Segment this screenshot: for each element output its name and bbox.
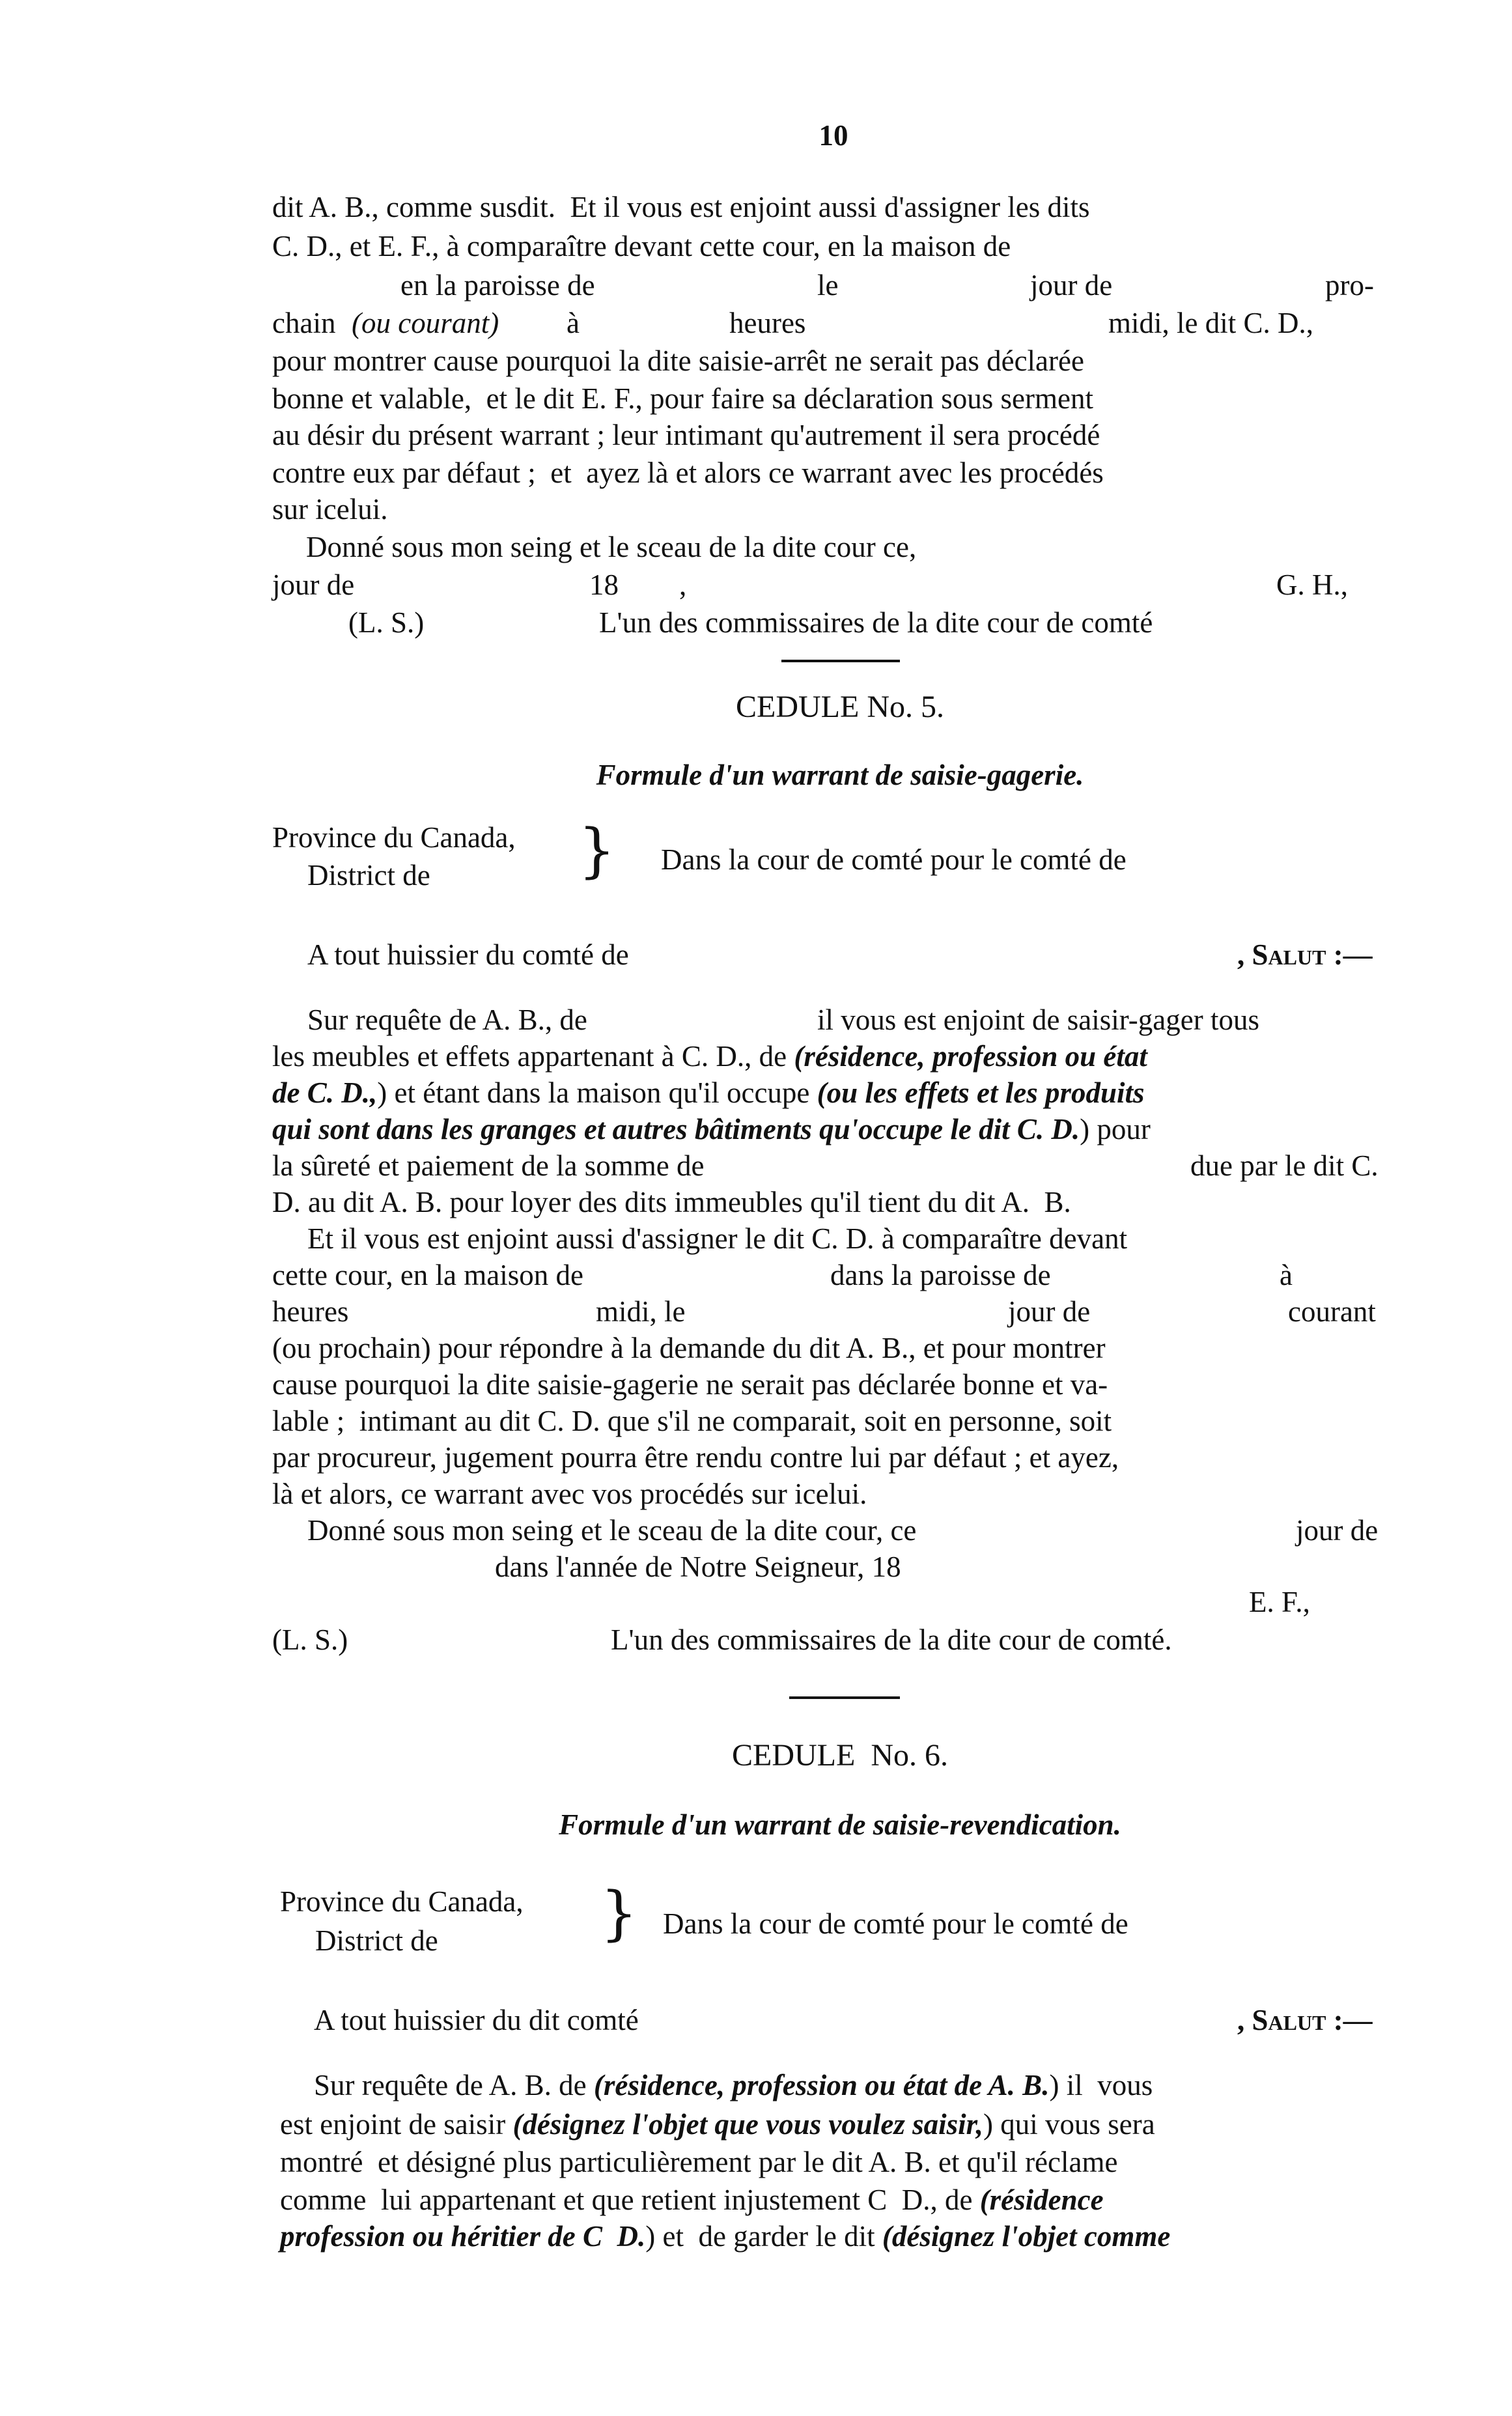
- salutation: , Salut :—: [1237, 2004, 1373, 2036]
- text-fragment: ,: [679, 569, 687, 601]
- section-divider: [789, 1696, 900, 1699]
- text-fragment: dans la paroisse de: [830, 1259, 1051, 1291]
- brace-icon: }: [578, 817, 616, 885]
- page-number: 10: [819, 119, 848, 152]
- court-label: Dans la cour de comté pour le comté de: [661, 843, 1127, 876]
- text-line: montré et désigné plus particulièrement par le dit A. B. et qu'il réclame: [280, 2146, 1118, 2178]
- signer-name: E. F.,: [1249, 1586, 1310, 1618]
- addressee: A tout huissier du comté de: [307, 938, 629, 971]
- text-fragment: courant: [1288, 1295, 1376, 1328]
- seal-mark: (L. S.): [272, 1623, 348, 1656]
- commissioner-line: L'un des commissaires de la dite cour de comté.: [611, 1623, 1172, 1656]
- text-fragment: en la paroisse de: [400, 269, 595, 302]
- text-fragment: jour de: [1008, 1295, 1091, 1328]
- district-label: District de: [315, 1924, 438, 1957]
- brace-icon: }: [600, 1879, 638, 1948]
- text-line: dit A. B., comme susdit. Et il vous est enjoint aussi d'assigner les dits: [272, 191, 1090, 223]
- text-line: Donné sous mon seing et le sceau de la dite cour ce,: [306, 531, 917, 563]
- text-line: profession ou héritier de C D.) et de garder le dit (désignez l'objet comme: [280, 2220, 1171, 2253]
- text-fragment: due par le dit C.: [1190, 1149, 1379, 1182]
- text-line: bonne et valable, et le dit E. F., pour faire sa déclaration sous serment: [272, 382, 1093, 415]
- commissioner-line: L'un des commissaires de la dite cour de comté: [599, 606, 1153, 639]
- text-line: dans l'année de Notre Seigneur, 18: [495, 1551, 901, 1583]
- text-fragment: 18: [589, 569, 619, 601]
- text-fragment: à: [567, 307, 580, 339]
- text-line: là et alors, ce warrant avec vos procédés sur icelui.: [272, 1478, 867, 1510]
- text-line: les meubles et effets appartenant à C. D., de (résidence, profession ou état: [272, 1040, 1147, 1073]
- seal-mark: (L. S.): [348, 606, 425, 639]
- text-line: cause pourquoi la dite saisie-gagerie ne serait pas déclarée bonne et va-: [272, 1368, 1108, 1401]
- text-line: comme lui appartenant et que retient injustement C D., de (résidence: [280, 2184, 1104, 2216]
- section-title: CEDULE No. 6.: [732, 1738, 948, 1773]
- text-fragment: jour de: [1030, 269, 1113, 302]
- text-fragment: heures: [729, 307, 806, 339]
- section-title: CEDULE No. 5.: [736, 690, 944, 724]
- text-line: par procureur, jugement pourra être rendu contre lui par défaut ; et ayez,: [272, 1441, 1119, 1474]
- addressee: A tout huissier du dit comté: [314, 2004, 639, 2036]
- text-line: contre eux par défaut ; et ayez là et alors ce warrant avec les procédés: [272, 457, 1104, 489]
- text-fragment: chain: [272, 307, 336, 339]
- section-subtitle: Formule d'un warrant de saisie-revendication.: [559, 1808, 1121, 1841]
- text-line: D. au dit A. B. pour loyer des dits immeubles qu'il tient du dit A. B.: [272, 1186, 1071, 1218]
- text-fragment: le: [817, 269, 839, 302]
- text-fragment: cette cour, en la maison de: [272, 1259, 583, 1291]
- district-label: District de: [307, 859, 430, 892]
- text-fragment: heures: [272, 1295, 349, 1328]
- text-fragment: jour de: [1296, 1514, 1379, 1547]
- text-line: est enjoint de saisir (désignez l'objet que vous voulez saisir,) qui vous sera: [280, 2108, 1155, 2141]
- text-line: pour montrer cause pourquoi la dite saisie-arrêt ne serait pas déclarée: [272, 344, 1084, 377]
- text-fragment: Donné sous mon seing et le sceau de la dite cour, ce: [307, 1514, 917, 1547]
- court-label: Dans la cour de comté pour le comté de: [663, 1907, 1128, 1940]
- text-line: Et il vous est enjoint aussi d'assigner le dit C. D. à comparaître devant: [307, 1222, 1128, 1255]
- text-line: qui sont dans les granges et autres bâtiments qu'occupe le dit C. D.) pour: [272, 1113, 1151, 1145]
- text-fragment: la sûreté et paiement de la somme de: [272, 1149, 705, 1182]
- province-label: Province du Canada,: [280, 1885, 524, 1918]
- salutation: , Salut :—: [1237, 938, 1373, 971]
- section-subtitle: Formule d'un warrant de saisie-gagerie.: [596, 759, 1084, 791]
- text-line: C. D., et E. F., à comparaître devant cette cour, en la maison de: [272, 230, 1011, 262]
- text-line: Sur requête de A. B. de (résidence, profession ou état de A. B.) il vous: [314, 2069, 1153, 2101]
- text-fragment: il vous est enjoint de saisir-gager tous: [817, 1004, 1259, 1036]
- signer-name: G. H.,: [1276, 569, 1348, 601]
- text-line: lable ; intimant au dit C. D. que s'il ne comparait, soit en personne, soit: [272, 1405, 1112, 1437]
- text-fragment: à: [1280, 1259, 1293, 1291]
- text-fragment: Sur requête de A. B., de: [307, 1004, 587, 1036]
- text-fragment: midi, le dit C. D.,: [1108, 307, 1313, 339]
- text-line: de C. D.,) et étant dans la maison qu'il occupe (ou les effets et les produits: [272, 1076, 1145, 1109]
- text-fragment-italic: (ou courant): [352, 307, 499, 339]
- text-fragment: jour de: [272, 569, 355, 601]
- text-line: (ou prochain) pour répondre à la demande du dit A. B., et pour montrer: [272, 1332, 1106, 1364]
- province-label: Province du Canada,: [272, 821, 516, 854]
- text-fragment: pro-: [1325, 269, 1374, 302]
- text-fragment: midi, le: [596, 1295, 686, 1328]
- section-divider: [781, 660, 900, 662]
- text-line: sur icelui.: [272, 493, 388, 526]
- text-line: au désir du présent warrant ; leur intimant qu'autrement il sera procédé: [272, 419, 1100, 451]
